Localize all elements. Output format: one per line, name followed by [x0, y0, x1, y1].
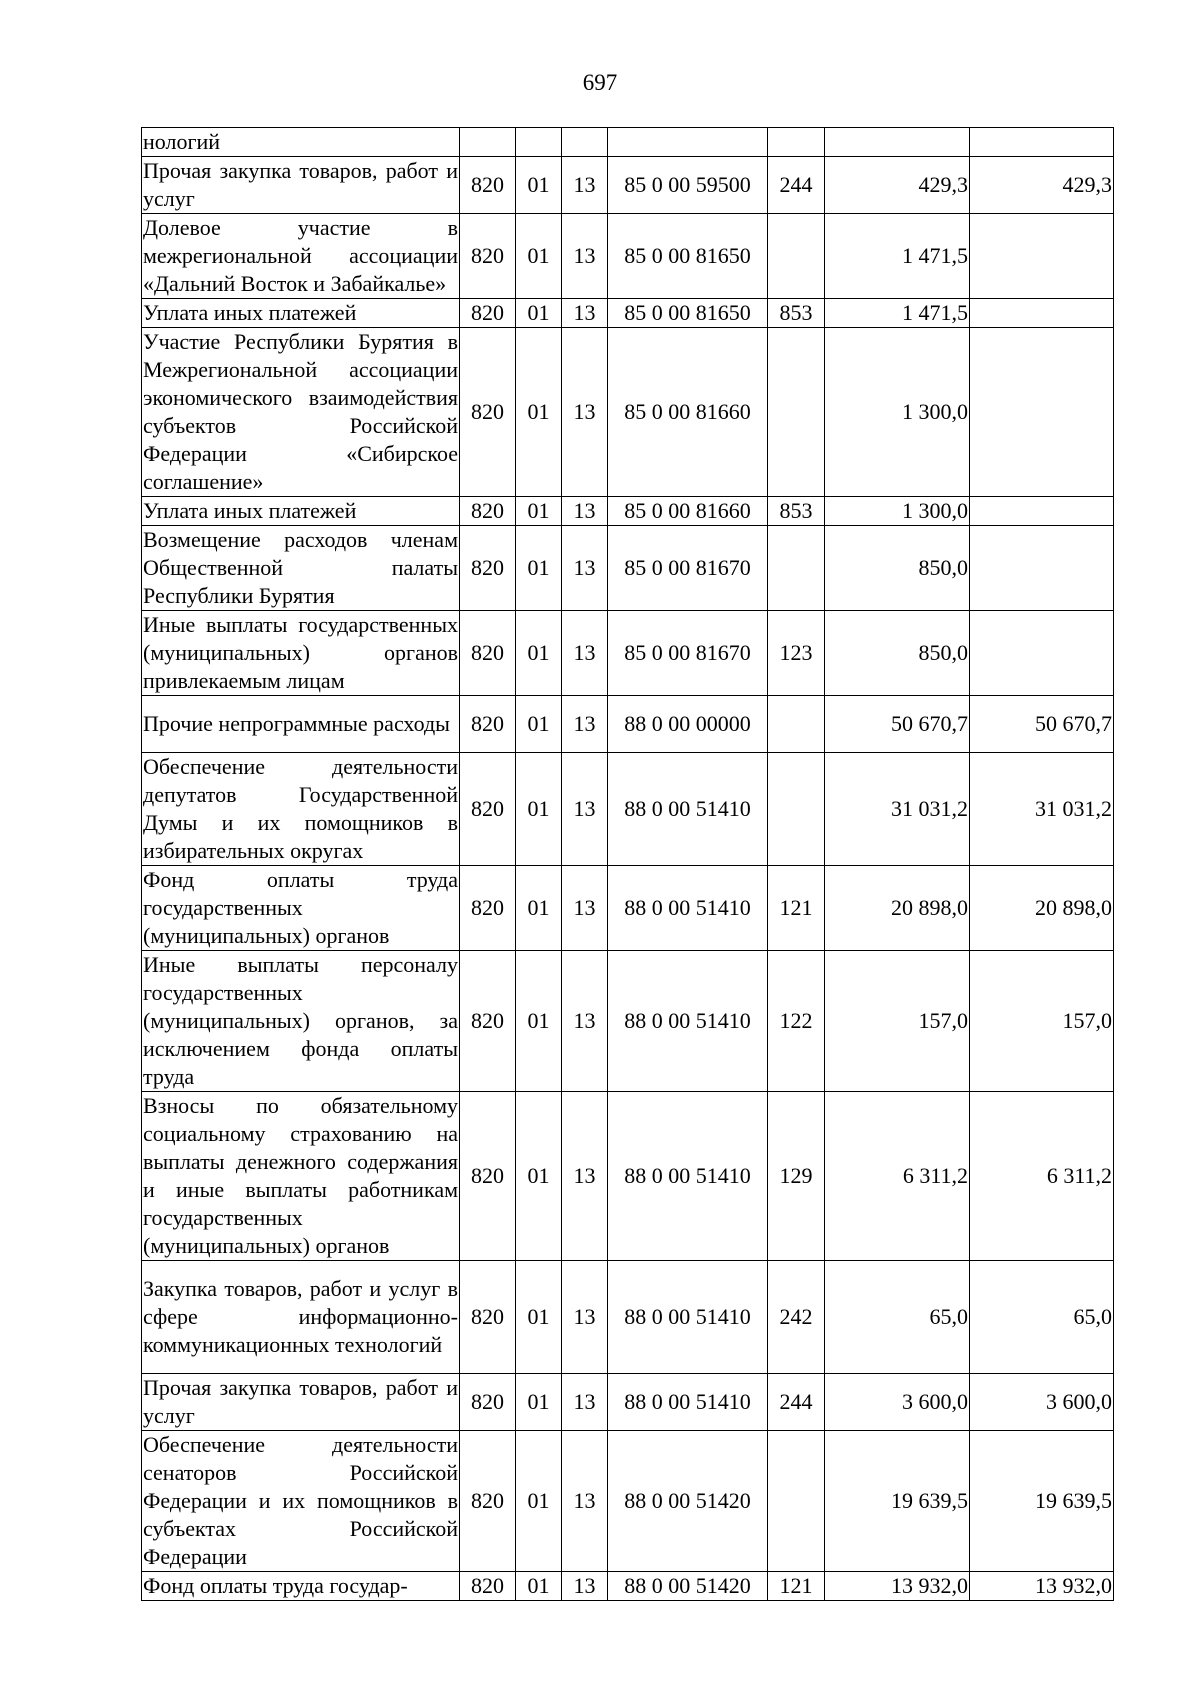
subsection-code-cell: 13 [562, 866, 608, 951]
amount-year1-cell: 13 932,0 [825, 1572, 970, 1601]
section-code-cell: 01 [516, 157, 562, 214]
target-article-cell: 88 0 00 51410 [608, 1374, 768, 1431]
subsection-code-cell: 13 [562, 753, 608, 866]
target-article-cell: 85 0 00 81670 [608, 526, 768, 611]
expense-name-cell: Закупка товаров, работ и услуг в сфере информационно-коммуникационных технологий [142, 1261, 460, 1374]
section-code-cell: 01 [516, 1092, 562, 1261]
target-article-cell: 85 0 00 81650 [608, 299, 768, 328]
table-row [142, 1374, 1114, 1431]
target-article-cell: 88 0 00 51420 [608, 1572, 768, 1601]
expense-type-cell: 242 [768, 1261, 825, 1374]
expense-name-cell: Фонд оплаты труда государственных (муниципальных) органов [142, 866, 460, 951]
ministry-code-cell: 820 [460, 611, 516, 696]
subsection-code-cell: 13 [562, 328, 608, 497]
ministry-code-cell: 820 [460, 157, 516, 214]
amount-year2-cell: 13 932,0 [970, 1572, 1114, 1601]
subsection-code-cell: 13 [562, 214, 608, 299]
expense-name-cell: Участие Республики Бурятия в Межрегиональной ассоциации экономического взаимодействия субъектов Российской Федерации «Сибирское соглашение» [142, 328, 460, 497]
target-article-cell: 85 0 00 81660 [608, 328, 768, 497]
expense-type-cell [768, 1431, 825, 1572]
expense-name-cell: Обеспечение деятельности сенаторов Российской Федерации и их помощников в субъектах Российской Федерации [142, 1431, 460, 1572]
expense-type-cell: 122 [768, 951, 825, 1092]
amount-year2-cell: 50 670,7 [970, 696, 1114, 753]
target-article-cell: 88 0 00 51410 [608, 1092, 768, 1261]
table-row [142, 497, 1114, 526]
amount-year2-cell: 3 600,0 [970, 1374, 1114, 1431]
table-row [142, 328, 1114, 497]
expense-type-cell: 853 [768, 497, 825, 526]
amount-year2-cell [970, 299, 1114, 328]
expense-type-cell: 244 [768, 1374, 825, 1431]
expense-name-cell: Иные выплаты государственных (муниципальных) органов привлекаемым лицам [142, 611, 460, 696]
ministry-code-cell: 820 [460, 696, 516, 753]
amount-year1-cell: 1 471,5 [825, 214, 970, 299]
table-row [142, 696, 1114, 753]
expense-name-cell: Уплата иных платежей [142, 299, 460, 328]
amount-year2-cell [970, 328, 1114, 497]
table-row [142, 1261, 1114, 1374]
amount-year1-cell: 1 300,0 [825, 328, 970, 497]
table-row [142, 1572, 1114, 1601]
subsection-code-cell: 13 [562, 611, 608, 696]
target-article-cell: 88 0 00 51420 [608, 1431, 768, 1572]
ministry-code-cell: 820 [460, 1431, 516, 1572]
ministry-code-cell: 820 [460, 1374, 516, 1431]
subsection-code-cell: 13 [562, 526, 608, 611]
target-article-cell: 85 0 00 81650 [608, 214, 768, 299]
expense-type-cell: 123 [768, 611, 825, 696]
amount-year1-cell: 1 300,0 [825, 497, 970, 526]
expense-type-cell: 853 [768, 299, 825, 328]
amount-year1-cell: 850,0 [825, 611, 970, 696]
section-code-cell: 01 [516, 299, 562, 328]
section-code-cell: 01 [516, 497, 562, 526]
amount-year2-cell [970, 214, 1114, 299]
expense-type-cell: 244 [768, 157, 825, 214]
expense-name-cell: Возмещение расходов членам Общественной палаты Республики Бурятия [142, 526, 460, 611]
amount-year1-cell: 850,0 [825, 526, 970, 611]
target-article-cell: 85 0 00 59500 [608, 157, 768, 214]
section-code-cell: 01 [516, 526, 562, 611]
amount-year2-cell [970, 128, 1114, 157]
target-article-cell: 85 0 00 81660 [608, 497, 768, 526]
subsection-code-cell: 13 [562, 157, 608, 214]
expense-name-cell: нологий [142, 128, 460, 157]
subsection-code-cell: 13 [562, 696, 608, 753]
section-code-cell: 01 [516, 611, 562, 696]
amount-year2-cell: 429,3 [970, 157, 1114, 214]
table-row [142, 753, 1114, 866]
subsection-code-cell: 13 [562, 1572, 608, 1601]
amount-year2-cell [970, 526, 1114, 611]
expense-type-cell: 121 [768, 866, 825, 951]
ministry-code-cell: 820 [460, 328, 516, 497]
ministry-code-cell: 820 [460, 299, 516, 328]
table-row [142, 1431, 1114, 1572]
section-code-cell: 01 [516, 1374, 562, 1431]
amount-year1-cell: 3 600,0 [825, 1374, 970, 1431]
expense-type-cell: 129 [768, 1092, 825, 1261]
ministry-code-cell: 820 [460, 1261, 516, 1374]
section-code-cell: 01 [516, 866, 562, 951]
expense-type-cell [768, 328, 825, 497]
expense-name-cell: Долевое участие в межрегиональной ассоциации «Дальний Восток и Забайкалье» [142, 214, 460, 299]
section-code-cell: 01 [516, 696, 562, 753]
target-article-cell: 88 0 00 51410 [608, 753, 768, 866]
table-row [142, 1092, 1114, 1261]
amount-year2-cell: 19 639,5 [970, 1431, 1114, 1572]
table-row [142, 157, 1114, 214]
section-code-cell: 01 [516, 1431, 562, 1572]
ministry-code-cell: 820 [460, 866, 516, 951]
expense-name-cell: Прочие непрограммные расходы [142, 696, 460, 753]
section-code-cell: 01 [516, 1261, 562, 1374]
amount-year1-cell: 31 031,2 [825, 753, 970, 866]
target-article-cell: 88 0 00 51410 [608, 866, 768, 951]
expense-name-cell: Прочая закупка товаров, работ и услуг [142, 157, 460, 214]
subsection-code-cell: 13 [562, 1092, 608, 1261]
section-code-cell: 01 [516, 951, 562, 1092]
ministry-code-cell: 820 [460, 1092, 516, 1261]
amount-year2-cell [970, 497, 1114, 526]
amount-year1-cell: 20 898,0 [825, 866, 970, 951]
target-article-cell: 85 0 00 81670 [608, 611, 768, 696]
expense-name-cell: Прочая закупка товаров, работ и услуг [142, 1374, 460, 1431]
amount-year1-cell [825, 128, 970, 157]
target-article-cell: 88 0 00 51410 [608, 1261, 768, 1374]
table-row [142, 611, 1114, 696]
amount-year1-cell: 6 311,2 [825, 1092, 970, 1261]
amount-year2-cell: 6 311,2 [970, 1092, 1114, 1261]
amount-year1-cell: 157,0 [825, 951, 970, 1092]
expense-name-cell: Иные выплаты персоналу государственных (муниципальных) органов, за исключением фонда оплаты труда [142, 951, 460, 1092]
table-row [142, 128, 1114, 157]
section-code-cell [516, 128, 562, 157]
target-article-cell: 88 0 00 00000 [608, 696, 768, 753]
amount-year2-cell: 31 031,2 [970, 753, 1114, 866]
table-row [142, 526, 1114, 611]
target-article-cell [608, 128, 768, 157]
table-row [142, 866, 1114, 951]
amount-year1-cell: 429,3 [825, 157, 970, 214]
ministry-code-cell: 820 [460, 951, 516, 1092]
ministry-code-cell: 820 [460, 753, 516, 866]
table-row [142, 214, 1114, 299]
section-code-cell: 01 [516, 753, 562, 866]
amount-year1-cell: 19 639,5 [825, 1431, 970, 1572]
amount-year2-cell: 157,0 [970, 951, 1114, 1092]
section-code-cell: 01 [516, 214, 562, 299]
amount-year2-cell: 65,0 [970, 1261, 1114, 1374]
expense-name-cell: Уплата иных платежей [142, 497, 460, 526]
page-number: 697 [582, 70, 618, 95]
table-row [142, 299, 1114, 328]
subsection-code-cell: 13 [562, 1374, 608, 1431]
expense-name-cell: Фонд оплаты труда государ- [142, 1572, 460, 1601]
subsection-code-cell: 13 [562, 951, 608, 1092]
amount-year1-cell: 50 670,7 [825, 696, 970, 753]
table-body [142, 128, 1114, 1601]
subsection-code-cell: 13 [562, 299, 608, 328]
subsection-code-cell: 13 [562, 1261, 608, 1374]
ministry-code-cell: 820 [460, 497, 516, 526]
section-code-cell: 01 [516, 328, 562, 497]
expense-type-cell [768, 753, 825, 866]
ministry-code-cell: 820 [460, 214, 516, 299]
amount-year2-cell: 20 898,0 [970, 866, 1114, 951]
subsection-code-cell: 13 [562, 497, 608, 526]
ministry-code-cell: 820 [460, 1572, 516, 1601]
expense-type-cell [768, 128, 825, 157]
expense-name-cell: Обеспечение деятельности депутатов Государственной Думы и их помощников в избирательных округах [142, 753, 460, 866]
ministry-code-cell: 820 [460, 526, 516, 611]
ministry-code-cell [460, 128, 516, 157]
budget-table [141, 127, 1114, 1601]
expense-type-cell [768, 214, 825, 299]
table-row [142, 951, 1114, 1092]
subsection-code-cell: 13 [562, 1431, 608, 1572]
section-code-cell: 01 [516, 1572, 562, 1601]
amount-year1-cell: 1 471,5 [825, 299, 970, 328]
expense-type-cell: 121 [768, 1572, 825, 1601]
expense-type-cell [768, 526, 825, 611]
subsection-code-cell [562, 128, 608, 157]
amount-year1-cell: 65,0 [825, 1261, 970, 1374]
expense-type-cell [768, 696, 825, 753]
expense-name-cell: Взносы по обязательному социальному страхованию на выплаты денежного содержания и иные выплаты работникам государственных (муниципальных) органов [142, 1092, 460, 1261]
target-article-cell: 88 0 00 51410 [608, 951, 768, 1092]
amount-year2-cell [970, 611, 1114, 696]
